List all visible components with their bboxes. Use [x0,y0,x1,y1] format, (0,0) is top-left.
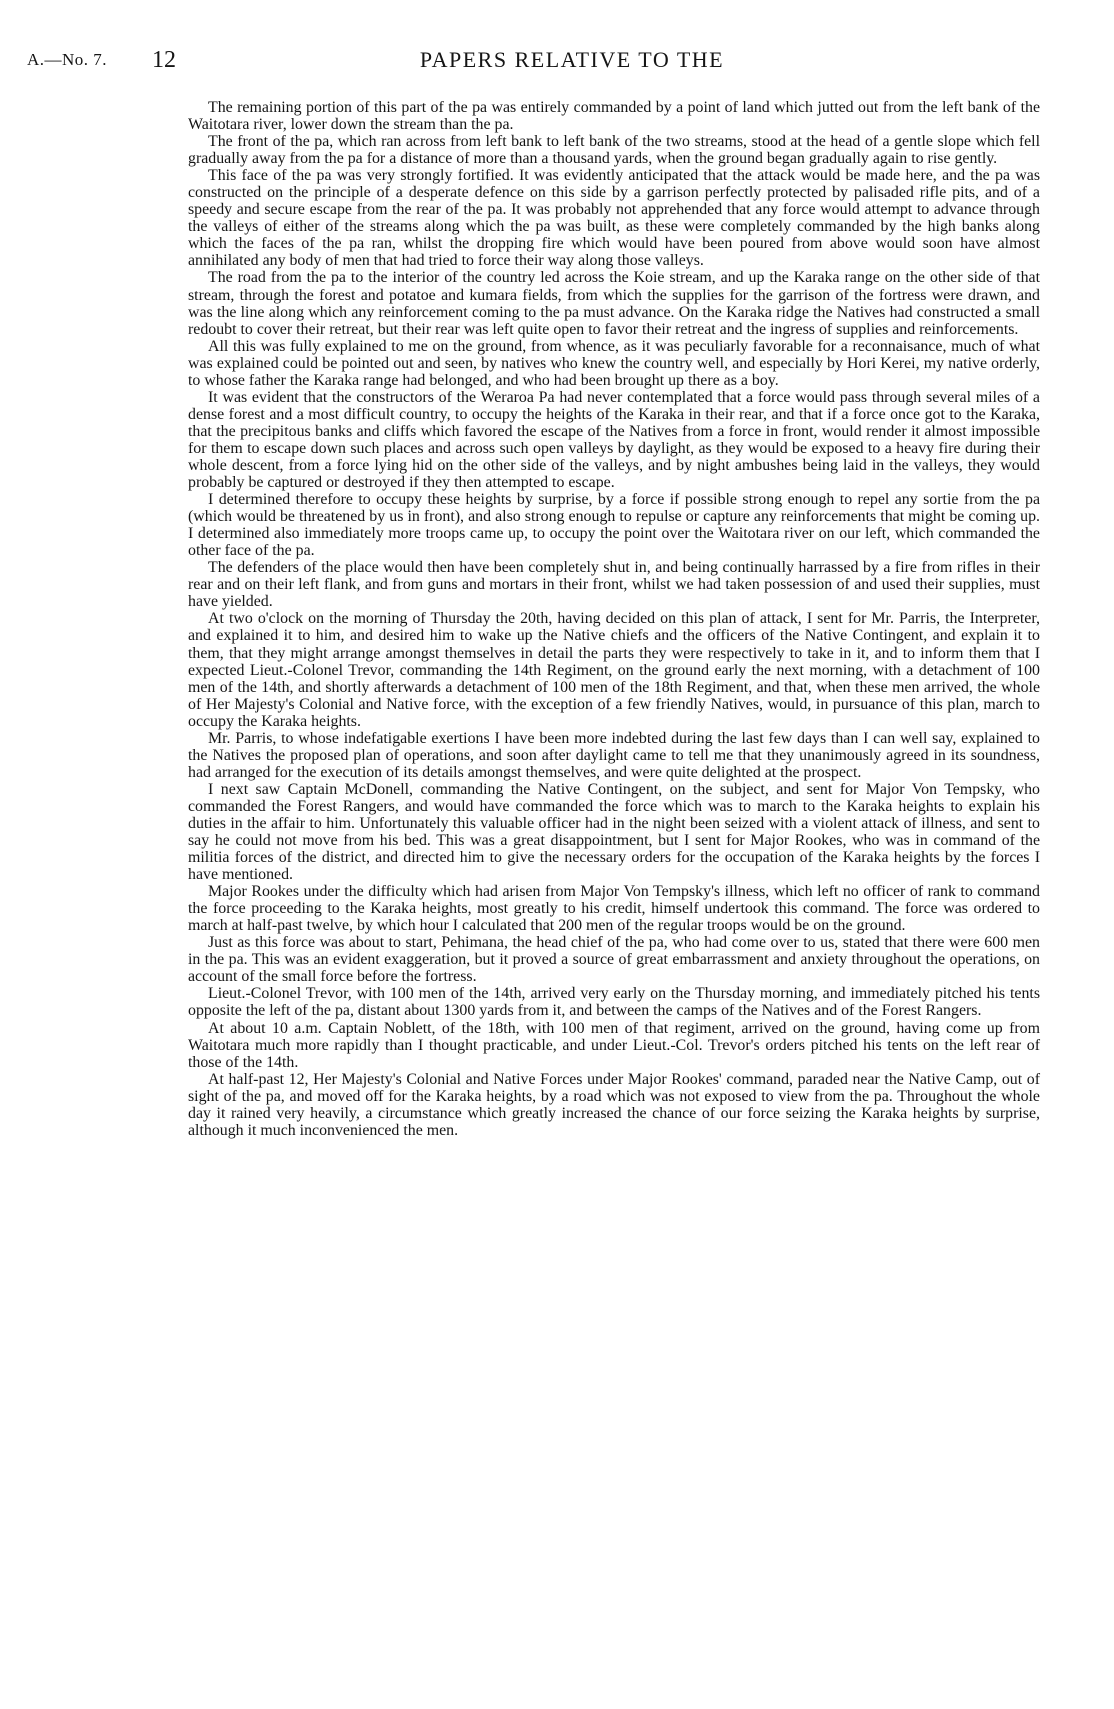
paragraph-10: Mr. Parris, to whose indefatigable exertions I have been more indebted during the last few days than I can well say, explained to the Natives the proposed plan of operations, and soon after daylight came to tell me that they unanimously agreed in its soundness, had arranged for the execution of its details amongst themselves, and were quite delighted at the prospect. [188,729,1040,781]
paragraph-4: The road from the pa to the interior of the country led across the Koie stream, and up the Karaka range on the other side of that stream, through the forest and potatoe and kumara fields, from which the supplies for the garrison of the fortress were drawn, and was the line along which any reinforcement coming to the pa must advance. On the Karaka ridge the Natives had constructed a small redoubt to cover their retreat, but their rear was left quite open to favor their retreat and the ingress of supplies and reinforcements. [188,269,1040,338]
paragraph-15: At about 10 a.m. Captain Noblett, of the 18th, with 100 men of that regiment, arrived on the ground, having come up from Waitotara much more rapidly than I thought practicable, and under Lieut.-Col. Trevor's orders pitched his tents on the left rear of those of the 14th. [188,1019,1040,1071]
paragraph-13: Just as this force was about to start, Pehimana, the head chief of the pa, who had come over to us, stated that there were 600 men in the pa. This was an evident exaggeration, but it proved a source of great embarrassment and anxiety throughout the operations, on account of the small force before the fortress. [188,934,1040,986]
paragraph-14: Lieut.-Colonel Trevor, with 100 men of the 14th, arrived very early on the Thursday morning, and immediately pitched his tents opposite the left of the pa, distant about 1300 yards from it, and between the camps of the Natives and of the Forest Rangers. [188,985,1040,1020]
paragraph-11: I next saw Captain McDonell, commanding the Native Contingent, on the subject, and sent for Major Von Tempsky, who commanded the Forest Rangers, and would have commanded the force which was to march to the Karaka heights to explain his duties in the affair to him. Unfortunately this valuable officer had in the night been seized with a violent attack of illness, and sent to say he could not move from his bed. This was a great disappointment, but I sent for Major Rookes, who was in command of the militia forces of the district, and directed him to give the necessary orders for the occupation of the Karaka heights by the forces I have mentioned. [188,780,1040,884]
paragraph-8: The defenders of the place would then have been completely shut in, and being continually harrassed by a fire from rifles in their rear and on their left flank, and from guns and mortars in their front, whilst we had taken possession of and used their supplies, must have yielded. [188,559,1040,611]
paragraph-12: Major Rookes under the difficulty which had arisen from Major Von Tempsky's illness, which left no officer of rank to command the force proceeding to the Karaka heights, most greatly to his credit, himself undertook this command. The force was ordered to march at half-past twelve, by which hour I calculated that 200 men of the regular troops would be on the ground. [188,883,1040,935]
page-number: 12 [152,47,176,73]
paragraph-16: At half-past 12, Her Majesty's Colonial and Native Forces under Major Rookes' command, paraded near the Native Camp, out of sight of the pa, and moved off for the Karaka heights, by a road which was not exposed to view from the pa. Throughout the whole day it rained very heavily, a circumstance which greatly increased the chance of our force seizing the Karaka heights by surprise, although it much inconvenienced the men. [188,1070,1040,1139]
document-reference: A.—No. 7. [27,50,108,69]
paragraph-9: At two o'clock on the morning of Thursday the 20th, having decided on this plan of attack, I sent for Mr. Parris, the Interpreter, and explained it to him, and desired him to wake up the Native chiefs and the officers of the Native Contingent, and explain it to them, that they might arrange amongst themselves in detail the parts they were respectively to take in it, and to inform them that I expected Lieut.-Colonel Trevor, commanding the 14th Regiment, on the ground early the next morning, with a detachment of 100 men of the 14th, and shortly afterwards a detachment of 100 men of the 18th Regiment, and that, when these men arrived, the whole of Her Majesty's Colonial and Native force, with the exception of a few friendly Natives, would, in pursuance of this plan, march to occupy the Karaka heights. [188,610,1040,730]
paragraph-3: This face of the pa was very strongly fortified. It was evidently anticipated that the attack would be made here, and the pa was constructed on the principle of a desperate defence on this side by a garrison perfectly protected by palisaded rifle pits, and of a speedy and secure escape from the rear of the pa. It was probably not apprehended that any force would attempt to advance through the valleys of either of the streams along which the pa was built, as these were completely commanded by the high banks along which the faces of the pa ran, whilst the dropping fire which would have been poured from above would soon have almost annihilated any body of men that had tried to force their way along those valleys. [188,167,1040,270]
paragraph-2: The front of the pa, which ran across from left bank to left bank of the two streams, stood at the head of a gentle slope which fell gradually away from the pa for a distance of more than a thousand yards, when the ground began gradually again to rise gently. [188,133,1040,168]
paragraph-5: All this was fully explained to me on the ground, from whence, as it was peculiarly favorable for a reconnaisance, much of what was explained could be pointed out and seen, by natives who knew the country well, and especially by Hori Kerei, my native orderly, to whose father the Karaka range had belonged, and who had been brought up there as a boy. [188,337,1040,389]
paragraph-1: The remaining portion of this part of the pa was entirely commanded by a point of land which jutted out from the left bank of the Waitotara river, lower down the stream than the pa. [188,99,1040,134]
paragraph-7: I determined therefore to occupy these heights by surprise, by a force if possible strong enough to repel any sortie from the pa (which would be threatened by us in front), and also strong enough to repulse or capture any reinforcements that might be coming up. I determined also immediately more troops came up, to occupy the point over the Waitotara river on our left, which commanded the other face of the pa. [188,491,1040,560]
body-text [188,99,1040,1139]
paragraph-6: It was evident that the constructors of the Weraroa Pa had never contemplated that a force would pass through several miles of a dense forest and a most difficult country, to occupy the heights of the Karaka in their rear, and that if a force once got to the Karaka, that the precipitous banks and cliffs which favored the escape of the Natives from a force in front, would render it almost impossible for them to escape down such places and across such open valleys by daylight, as they would be exposed to a heavy fire during their whole descent, from a force lying hid on the other side of the valleys, and by night ambushes being laid in the valleys, they would probably be captured or destroyed if they then attempted to escape. [188,388,1040,492]
running-title: PAPERS RELATIVE TO THE [419,47,725,72]
